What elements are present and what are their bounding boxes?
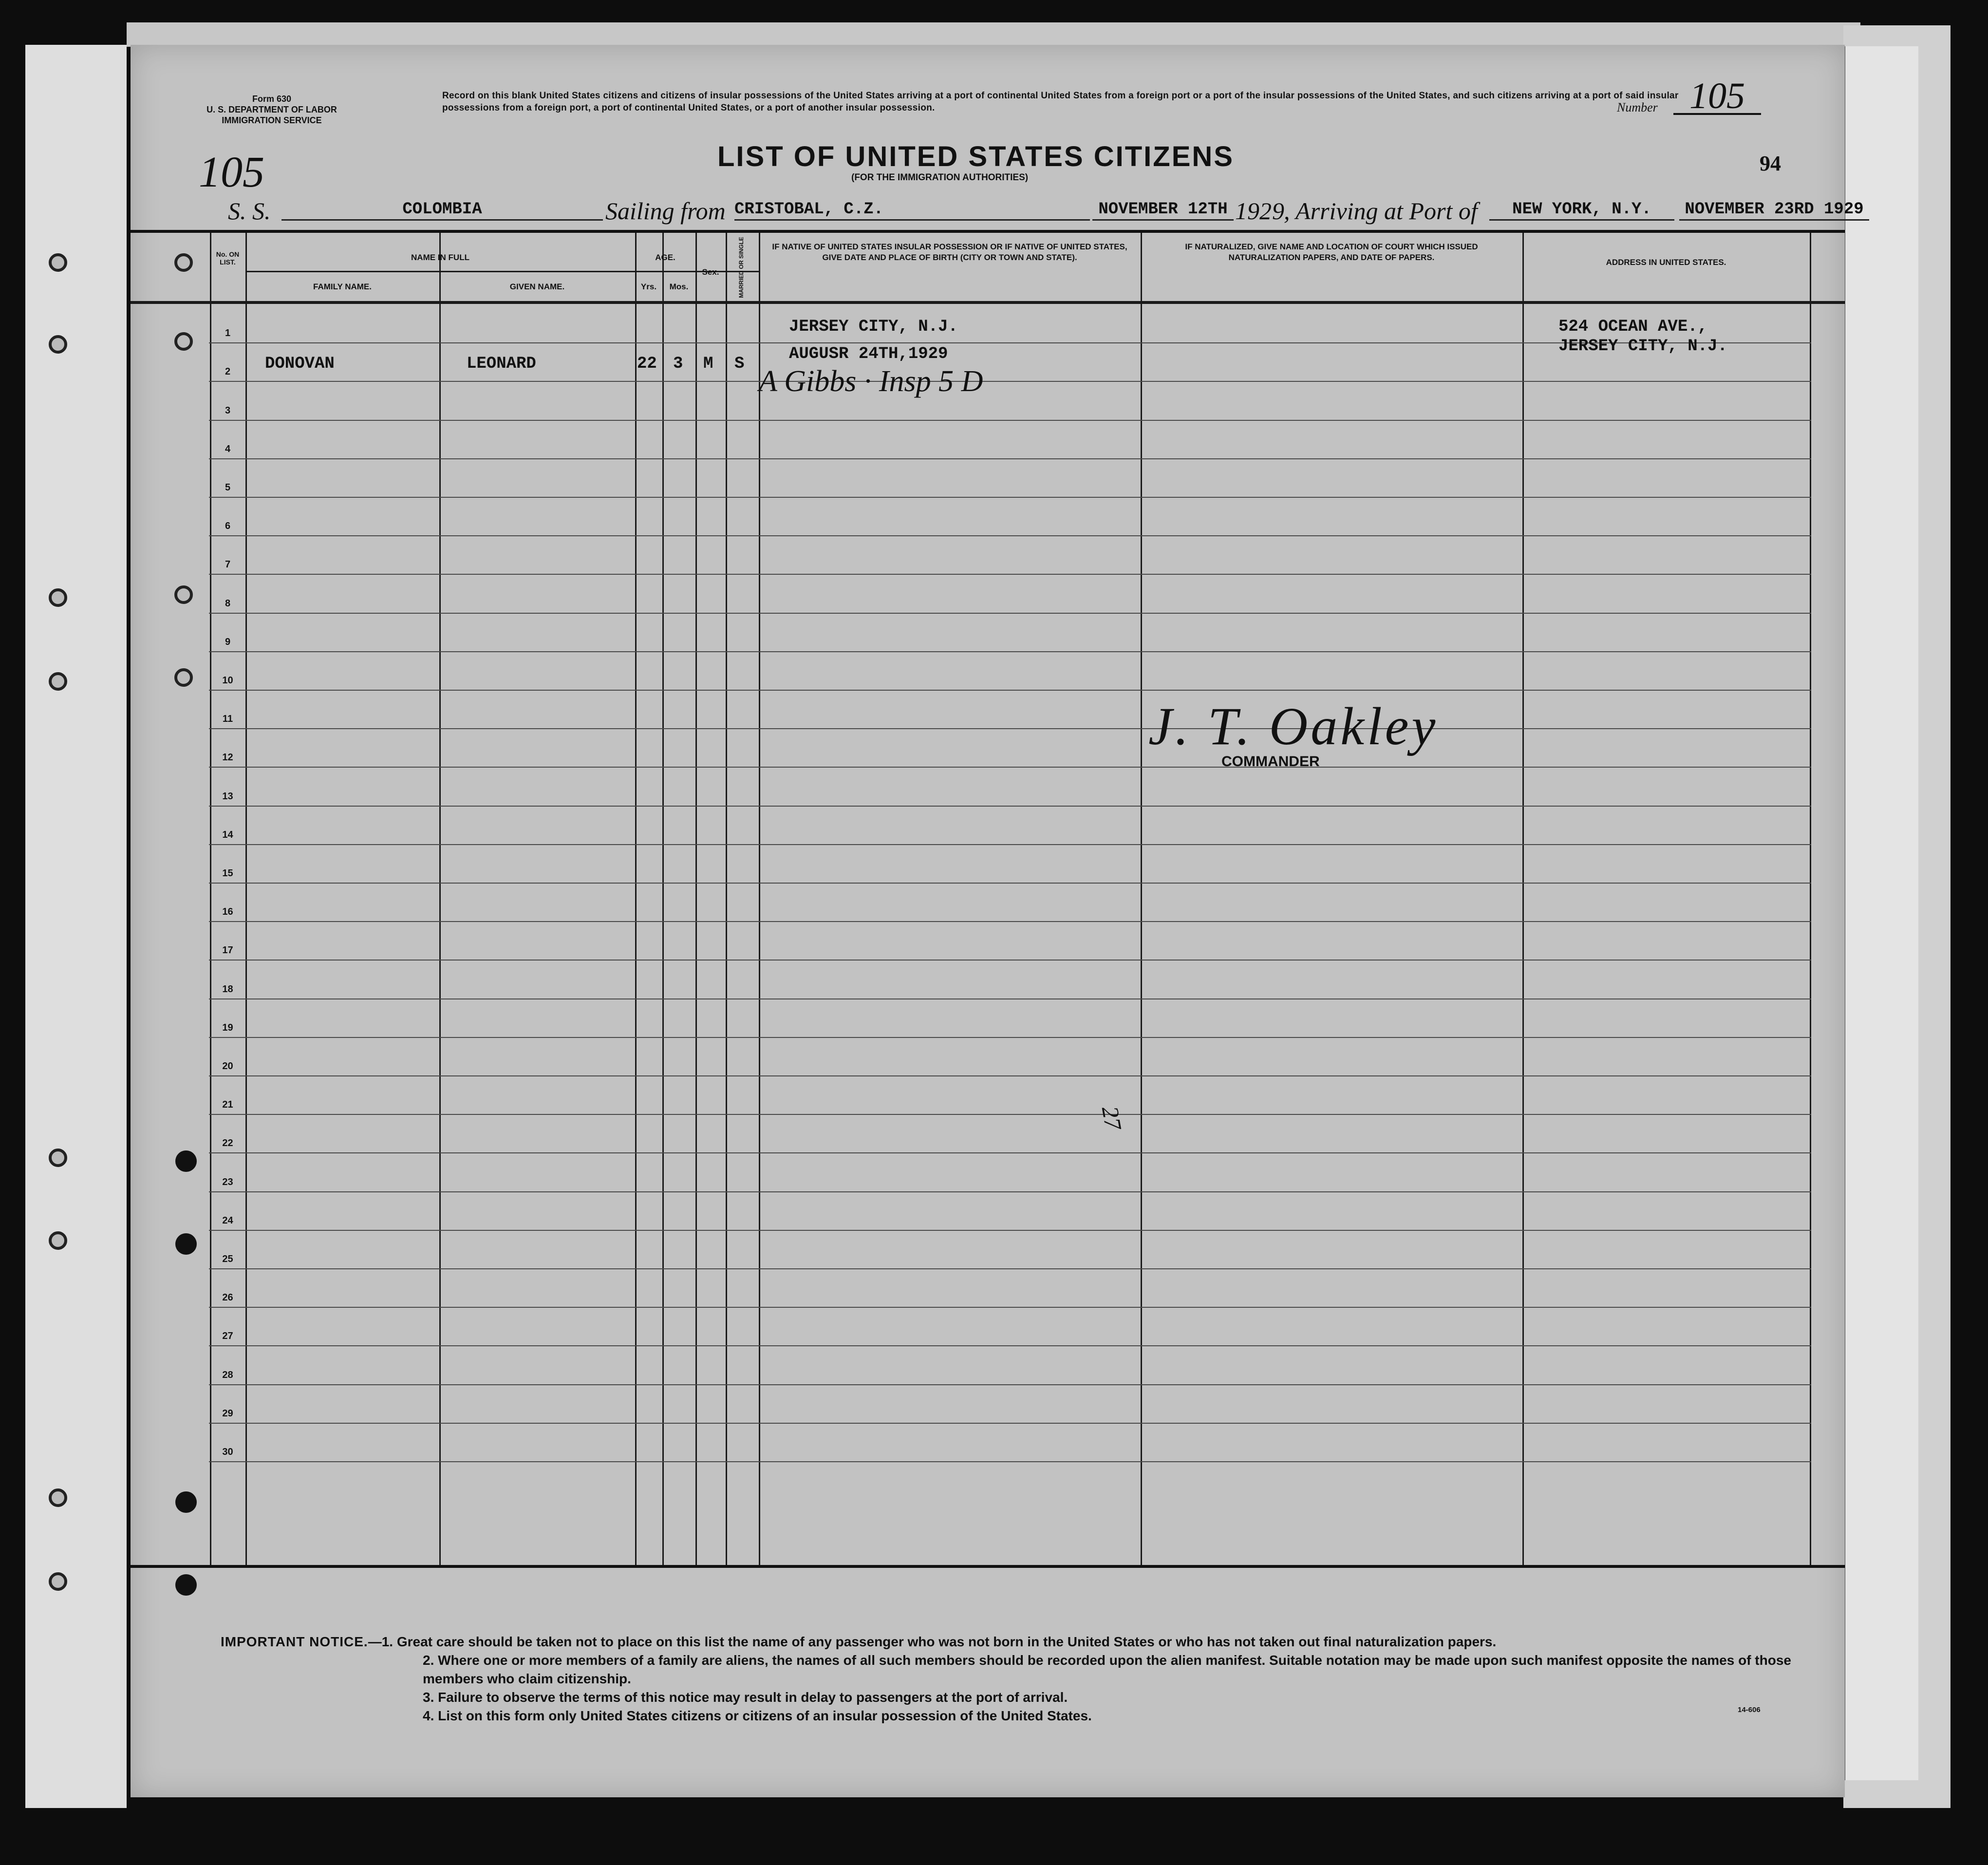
column-divider	[1522, 233, 1524, 1565]
row-number: 17	[222, 945, 233, 956]
row-rule	[209, 767, 1811, 768]
form-instructions: Record on this blank United States citizens and citizens of insular possessions of the United States arriving at a port of continental United States from a foreign port or a port of the insular possessions of the United States, and such citizens arriving at a port of said insular possessions from a foreign port, a port of continental United States, or a port of another insular possession.	[442, 91, 1679, 113]
binder-hole-icon	[49, 335, 67, 354]
row-number: 14	[222, 829, 233, 840]
header-name-in-full: NAME IN FULL	[411, 253, 469, 262]
row-number: 6	[225, 521, 231, 532]
row-number: 23	[222, 1176, 233, 1187]
scan-edge-top	[127, 22, 1860, 47]
row-number: 11	[222, 714, 233, 725]
binder-hole-icon	[49, 1149, 67, 1167]
age-years-cell: 22	[637, 355, 657, 373]
row-number: 19	[222, 1022, 233, 1033]
row-number: 25	[222, 1254, 233, 1264]
address-line2-cell: JERSEY CITY, N.J.	[1558, 337, 1727, 356]
row-rule	[209, 1230, 1811, 1231]
header-married-single: MARRIED OR SINGLE	[738, 237, 745, 298]
form-number: Form 630	[252, 94, 292, 104]
arriving-label: , Arriving at Port of	[1284, 197, 1478, 225]
header-address: ADDRESS IN UNITED STATES.	[1606, 258, 1726, 267]
form-subtitle: (FOR THE IMMIGRATION AUTHORITIES)	[851, 172, 1029, 183]
binder-hole-icon	[49, 253, 67, 272]
header-age: AGE.	[655, 253, 675, 262]
subheader-rule	[245, 271, 759, 272]
ship-name: COLOMBIA	[281, 200, 603, 221]
row-number: 13	[222, 791, 233, 802]
header-months: Mos.	[669, 282, 689, 291]
column-divider	[726, 233, 727, 1565]
row-number: 8	[225, 598, 231, 609]
row-number: 26	[222, 1292, 233, 1303]
page-number: 94	[1760, 151, 1781, 175]
row-number: 12	[222, 752, 233, 763]
birth-date-cell: AUGUSR 24TH,1929	[789, 345, 948, 363]
column-divider	[662, 233, 664, 1565]
notice-item: 4. List on this form only United States citizens or citizens of an insular possession of the United States.	[423, 1708, 1092, 1723]
row-rule	[209, 381, 1811, 382]
column-divider	[759, 233, 760, 1565]
arrival-date: NOVEMBER 23RD 1929	[1679, 200, 1869, 221]
binder-hole-icon	[49, 672, 67, 691]
year-prefix: 192	[1235, 197, 1272, 225]
binder-hole-icon	[49, 1572, 67, 1591]
row-rule	[209, 651, 1811, 652]
sailing-from-label: Sailing from	[605, 197, 726, 225]
row-rule	[209, 1075, 1811, 1076]
passenger-table	[131, 230, 1845, 1568]
row-number: 21	[222, 1099, 233, 1111]
notice-lead: IMPORTANT NOTICE.	[221, 1634, 368, 1649]
row-number: 29	[222, 1408, 233, 1419]
header-rule	[131, 301, 1845, 304]
row-number: 28	[222, 1369, 233, 1380]
commander-label: COMMANDER	[1221, 754, 1320, 770]
row-number: 27	[222, 1331, 233, 1342]
header-native-birth: IF NATIVE OF UNITED STATES INSULAR POSSESSION OR IF NATIVE OF UNITED STATES, GIVE DATE AND PLACE OF BIRTH (CITY OR TOWN AND STATE).	[772, 242, 1127, 262]
row-rule	[209, 420, 1811, 421]
manifest-sheet	[131, 45, 1864, 1797]
binder-hole-icon	[49, 1488, 67, 1507]
row-number: 3	[225, 405, 231, 416]
row-number: 4	[225, 443, 231, 454]
row-number: 5	[225, 482, 231, 493]
list-number: 105	[1673, 79, 1761, 115]
column-divider	[439, 233, 441, 1565]
notice-item: —1. Great care should be taken not to place on this list the name of any passenger who was not born in the United States or who has not taken out final naturalization papers.	[368, 1634, 1497, 1649]
row-number: 30	[222, 1447, 233, 1457]
row-rule	[209, 960, 1811, 961]
row-rule	[209, 1191, 1811, 1192]
binder-hole-icon	[49, 1231, 67, 1250]
row-rule	[209, 458, 1811, 459]
birth-place-cell: JERSEY CITY, N.J.	[789, 318, 958, 336]
important-notice	[221, 1633, 1818, 1725]
ss-label: S. S.	[228, 197, 271, 225]
row-rule	[209, 1268, 1811, 1269]
row-rule	[209, 1114, 1811, 1115]
column-divider	[245, 233, 247, 1565]
row-rule	[209, 806, 1811, 807]
row-number: 16	[222, 906, 233, 918]
header-no-on-list: No. ON LIST.	[216, 250, 240, 266]
column-divider	[1141, 233, 1142, 1565]
age-months-cell: 3	[673, 355, 683, 373]
header-naturalized: IF NATURALIZED, GIVE NAME AND LOCATION OF COURT WHICH ISSUED NATURALIZATION PAPERS, AND DATE OF PAPERS.	[1185, 242, 1478, 262]
row-rule	[209, 1384, 1811, 1385]
header-given-name: GIVEN NAME.	[509, 282, 565, 291]
row-rule	[209, 844, 1811, 845]
row-rule	[209, 1423, 1811, 1424]
row-number: 9	[225, 636, 231, 647]
row-rule	[209, 1037, 1811, 1038]
departure-port: CRISTOBAL, C.Z.	[734, 200, 1090, 221]
form-code: 14-606	[1738, 1706, 1761, 1714]
family-name-cell: DONOVAN	[265, 355, 335, 373]
row-number: 2	[225, 366, 231, 377]
stray-mark: 27	[1096, 1104, 1126, 1132]
stacked-page-edge	[1843, 46, 1918, 1780]
row-number: 18	[222, 983, 233, 995]
marital-cell: S	[734, 355, 745, 373]
row-number: 22	[222, 1138, 233, 1149]
row-rule	[209, 921, 1811, 922]
department-name: U. S. DEPARTMENT OF LABOR	[206, 105, 337, 114]
handwritten-list-number: 105	[199, 148, 264, 196]
row-number: 1	[225, 328, 231, 339]
row-number: 7	[225, 559, 231, 570]
row-number: 15	[222, 868, 233, 879]
row-rule	[209, 1152, 1811, 1153]
row-rule	[209, 1461, 1811, 1462]
row-number: 10	[222, 675, 233, 686]
header-family-name: FAMILY NAME.	[313, 282, 372, 291]
row-rule	[209, 998, 1811, 999]
header-years: Yrs.	[640, 282, 657, 291]
number-label: Number	[1617, 100, 1658, 114]
row-rule	[209, 1345, 1811, 1346]
header-sex: Sex.	[702, 267, 719, 277]
row-rule	[209, 574, 1811, 575]
given-name-cell: LEONARD	[467, 355, 536, 373]
row-rule	[209, 613, 1811, 614]
row-rule	[209, 535, 1811, 536]
row-number: 20	[222, 1061, 233, 1072]
column-divider	[635, 233, 637, 1565]
sailing-date: NOVEMBER 12TH	[1092, 200, 1234, 221]
row-rule	[209, 883, 1811, 884]
row-rule	[209, 1307, 1811, 1308]
binder-hole-icon	[49, 588, 67, 607]
sex-cell: M	[703, 355, 713, 373]
address-line1-cell: 524 OCEAN AVE.,	[1558, 318, 1708, 336]
form-title: LIST OF UNITED STATES CITIZENS	[717, 141, 1234, 172]
notice-item: 2. Where one or more members of a family are aliens, the names of all such members should be recorded upon the alien manifest. Suitable notation may be made upon such manifest opposite the names of those members who claim citizenship.	[423, 1653, 1791, 1686]
service-name: IMMIGRATION SERVICE	[222, 115, 322, 125]
notice-item: 3. Failure to observe the terms of this notice may result in delay to passengers at the port of arrival.	[423, 1690, 1068, 1705]
column-divider	[210, 233, 211, 1565]
row-number: 24	[222, 1215, 233, 1226]
year-digit: 9	[1272, 197, 1284, 225]
row-rule	[209, 690, 1811, 691]
row-rule	[209, 497, 1811, 498]
punch-hole-icon	[175, 1574, 197, 1596]
scan-edge-left	[25, 45, 127, 1808]
row-rule	[209, 728, 1811, 729]
form-identifier	[179, 94, 364, 126]
column-divider	[695, 233, 697, 1565]
commander-signature: J. T. Oakley	[1148, 697, 1439, 756]
arrival-port: NEW YORK, N.Y.	[1489, 200, 1674, 221]
inspector-annotation: A Gibbs · Insp 5 D	[759, 365, 983, 398]
column-divider	[1810, 233, 1811, 1565]
